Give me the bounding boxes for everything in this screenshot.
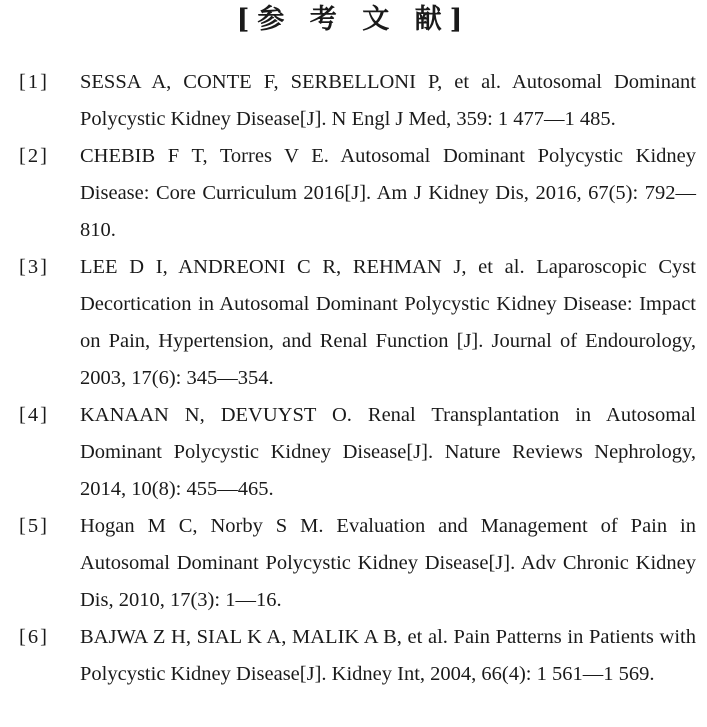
reference-list [0,64,707,693]
reference-item [0,138,707,249]
reference-item [0,397,707,508]
reference-text: LEE D I, ANDREONI C R, REHMAN J, et al. Laparoscopic Cyst Decortication in Autosomal Dominant Polycystic Kidney Disease: Impact on Pain, Hypertension, and Renal Function [J]. Journal of Endourology, 2003, 17(6): 345—354. [80,256,696,389]
reference-number: [5] [19,515,49,537]
reference-item [0,619,707,693]
reference-item [0,249,707,397]
reference-item [0,64,707,138]
reference-text: Hogan M C, Norby S M. Evaluation and Management of Pain in Autosomal Dominant Polycystic Kidney Disease[J]. Adv Chronic Kidney Dis, 2010, 17(3): 1—16. [80,515,696,611]
reference-number: [3] [19,256,49,278]
reference-number: [2] [19,145,49,167]
reference-text: SESSA A, CONTE F, SERBELLONI P, et al. Autosomal Dominant Polycystic Kidney Disease[J]. N Engl J Med, 359: 1 477—1 485. [80,71,696,130]
reference-number: [4] [19,404,49,426]
reference-text: CHEBIB F T, Torres V E. Autosomal Dominant Polycystic Kidney Disease: Core Curriculum 2016[J]. Am J Kidney Dis, 2016, 67(5): 792—810. [80,145,696,241]
reference-text: BAJWA Z H, SIAL K A, MALIK A B, et al. Pain Patterns in Patients with Polycystic Kidney Disease[J]. Kidney Int, 2004, 66(4): 1 561—1 569. [80,626,696,685]
reference-item [0,508,707,619]
reference-number: [1] [19,71,49,93]
references-heading: [参 考 文 献] [236,4,471,35]
reference-text: KANAAN N, DEVUYST O. Renal Transplantation in Autosomal Dominant Polycystic Kidney Disease[J]. Nature Reviews Nephrology, 2014, 10(8): 455—465. [80,404,696,500]
reference-number: [6] [19,626,49,648]
